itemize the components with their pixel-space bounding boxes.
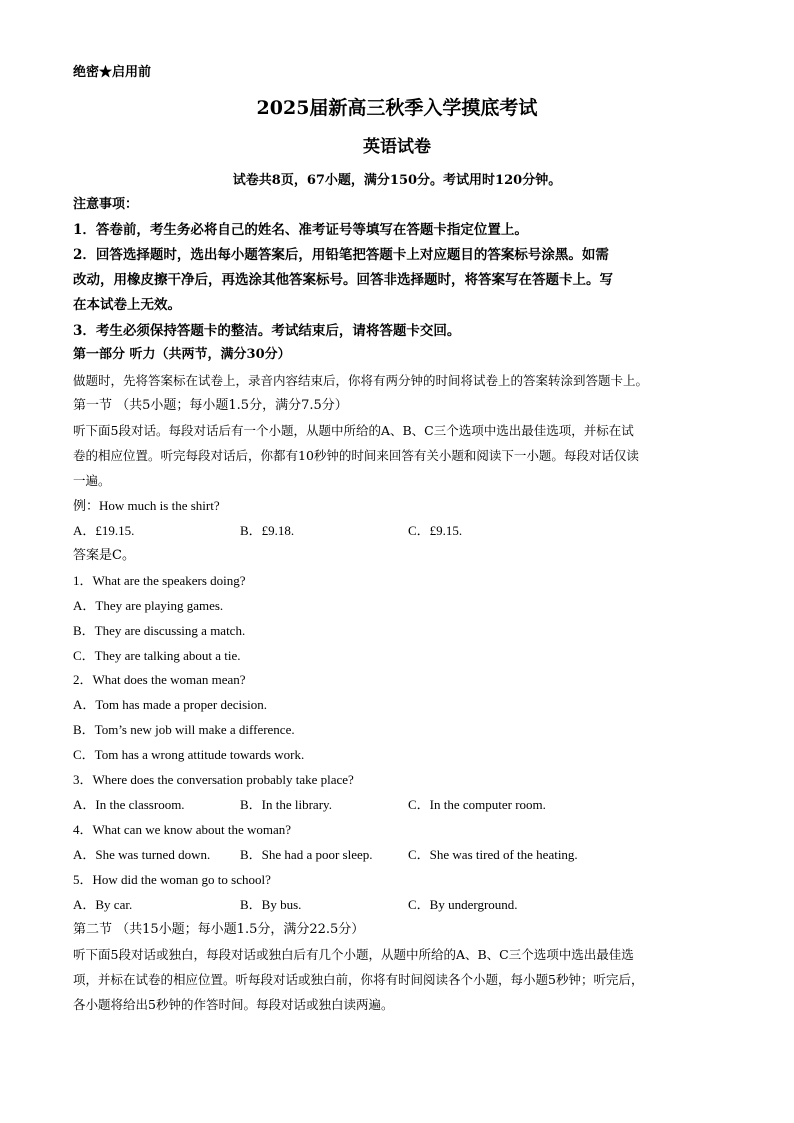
- section1-instruction: 一遍。: [73, 473, 111, 488]
- exam-info: 试卷共8页，67小题，满分150分。考试用时120分钟。: [232, 173, 562, 188]
- section2-instruction: 各小题将给出5秒钟的作答时间。每段对话或独白读两遍。: [73, 997, 394, 1012]
- example-option-b: B．£9.18.: [240, 523, 295, 538]
- section1-heading: 第一节 （共5小题；每小题1.5分，满分7.5分）: [73, 398, 348, 413]
- note-line: 3．考生必须保持答题卡的整洁。考试结束后，请将答题卡交回。: [73, 323, 461, 339]
- section1-instruction: 卷的相应位置。听完每段对话后，你都有10秒钟的时间来回答有关小题和阅读下一小题。每段对话仅读: [73, 448, 639, 463]
- section1-instruction: 听下面5段对话。每段对话后有一个小题，从题中所给的A、B、C三个选项中选出最佳选项，并标在试: [73, 423, 634, 438]
- confidential-label: 绝密★启用前: [73, 65, 152, 80]
- question-4: 4．What can we know about the woman?: [73, 822, 292, 837]
- question-1-option-b: B．They are discussing a match.: [73, 623, 246, 638]
- question-5-option-b: B．By bus.: [240, 897, 302, 912]
- notes-heading: 注意事项：: [73, 197, 139, 212]
- exam-subtitle: 英语试卷: [363, 137, 431, 157]
- exam-title: 2025届新高三秋季入学摸底考试: [256, 97, 538, 119]
- question-3-option-b: B．In the library.: [240, 797, 332, 812]
- note-line: 2．回答选择题时，选出每小题答案后，用铅笔把答题卡上对应题目的答案标号涂黑。如需: [73, 247, 609, 263]
- example-question: 例：How much is the shirt?: [73, 498, 220, 513]
- question-4-option-b: B．She had a poor sleep.: [240, 847, 373, 862]
- question-2-option-b: B．Tom’s new job will make a difference.: [73, 722, 295, 737]
- section2-instruction: 听下面5段对话或独白，每段对话或独白后有几个小题，从题中所给的A、B、C三个选项中选出最佳选: [73, 947, 634, 962]
- section2-heading: 第二节 （共15小题；每小题1.5分，满分22.5分）: [73, 922, 365, 937]
- section2-instruction: 项，并标在试卷的相应位置。听每段对话或独白前，你将有时间阅读各个小题，每小题5秒钟；听完后，: [73, 972, 644, 987]
- question-4-option-c: C．She was tired of the heating.: [408, 847, 578, 862]
- note-line: 改动，用橡皮擦干净后，再选涂其他答案标号。回答非选择题时，将答案写在答题卡上。写: [73, 272, 613, 288]
- question-3: 3．Where does the conversation probably take place?: [73, 772, 354, 787]
- question-5-option-a: A．By car.: [73, 897, 133, 912]
- question-5-option-c: C．By underground.: [408, 897, 518, 912]
- question-4-option-a: A．She was turned down.: [73, 847, 211, 862]
- question-1-option-c: C．They are talking about a tie.: [73, 648, 241, 663]
- question-5: 5．How did the woman go to school?: [73, 872, 271, 887]
- question-2-option-a: A．Tom has made a proper decision.: [73, 697, 268, 712]
- question-3-option-a: A．In the classroom.: [73, 797, 185, 812]
- example-answer: 答案是C。: [73, 548, 135, 563]
- part1-intro: 做题时，先将答案标在试卷上，录音内容结束后，你将有两分钟的时间将试卷上的答案转涂到答题卡上。: [73, 373, 649, 388]
- question-2: 2．What does the woman mean?: [73, 672, 246, 687]
- question-2-option-c: C．Tom has a wrong attitude towards work.: [73, 747, 305, 762]
- part1-heading: 第一部分 听力（共两节，满分30分）: [73, 347, 291, 362]
- note-line: 在本试卷上无效。: [73, 297, 181, 313]
- question-1: 1．What are the speakers doing?: [73, 573, 246, 588]
- example-option-c: C．£9.15.: [408, 523, 463, 538]
- question-3-option-c: C．In the computer room.: [408, 797, 546, 812]
- note-line: 1．答卷前，考生务必将自己的姓名、准考证号等填写在答题卡指定位置上。: [73, 222, 528, 238]
- example-option-a: A．£19.15.: [73, 523, 135, 538]
- question-1-option-a: A．They are playing games.: [73, 598, 224, 613]
